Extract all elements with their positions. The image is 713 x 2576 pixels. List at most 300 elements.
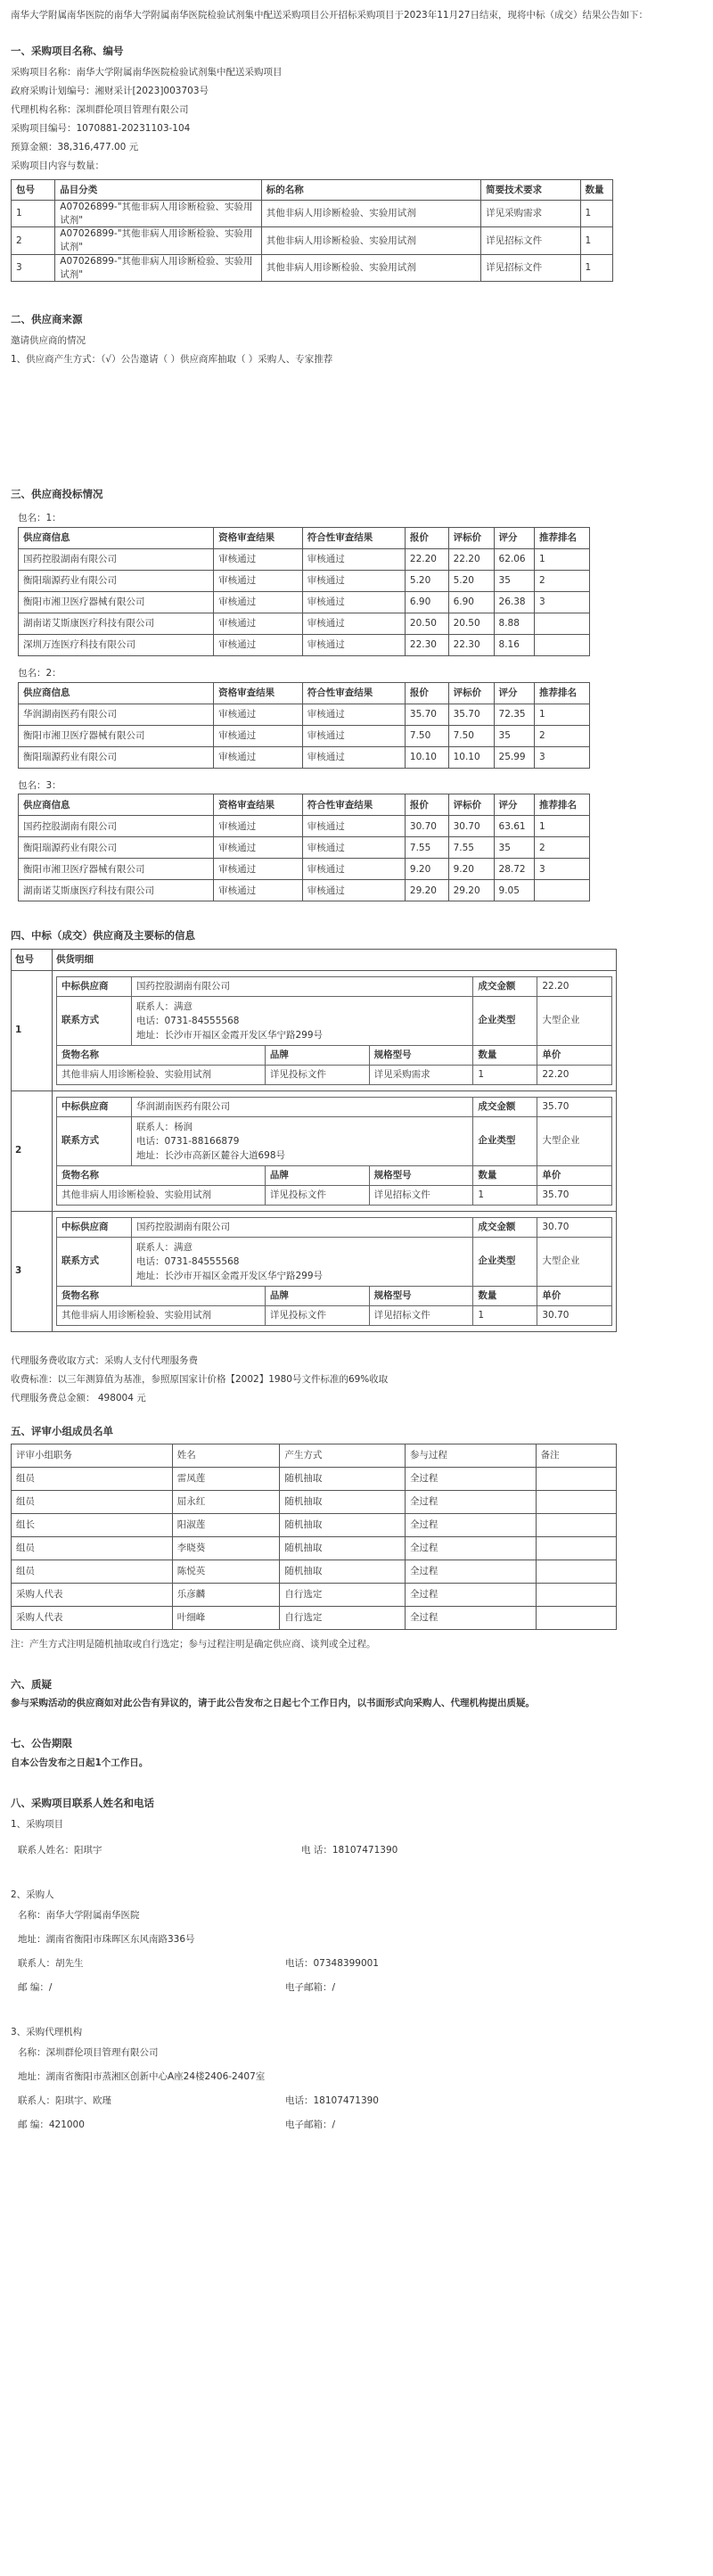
supplier-cell: 29.20 [405, 880, 448, 901]
supplier-cell: 审核通过 [302, 592, 405, 613]
goods-price: 30.70 [537, 1305, 612, 1325]
winner-inner-table [56, 1217, 612, 1326]
supplier-header-cell: 评标价 [448, 682, 494, 704]
purchaser-email: 电子邮箱：/ [285, 1982, 336, 1994]
winner-contact-row [57, 1237, 612, 1286]
goods-qty: 1 [473, 1185, 537, 1205]
goods-row [57, 1305, 612, 1325]
contact-line: 电话：0731-84555568 [136, 1255, 240, 1267]
goods-brand: 详见投标文件 [265, 1065, 369, 1084]
supplier-cell: 审核通过 [302, 746, 405, 768]
project-info-line [11, 63, 702, 82]
supplier-header-cell: 推荐排名 [534, 794, 589, 816]
evaluation-cell: 全过程 [405, 1490, 536, 1513]
supplier-cell: 7.50 [448, 725, 494, 746]
winner-detail-cell [53, 1090, 617, 1211]
contact-line: 联系人：满意 [136, 1000, 193, 1012]
evaluation-header-cell: 参与过程 [405, 1444, 536, 1467]
purchaser-postcode: 邮 编：/ [18, 1982, 53, 1994]
goods-name: 其他非病人用诊断检验、实验用试剂 [57, 1065, 266, 1084]
supplier-header-cell: 资格审查结果 [214, 528, 303, 549]
qty-label: 数量 [473, 1045, 537, 1065]
supplier-cell: 审核通过 [214, 592, 303, 613]
supplier-cell: 审核通过 [214, 704, 303, 725]
section4-heading: 四、中标（成交）供应商及主要标的信息 [11, 929, 195, 942]
supplier-cell: 审核通过 [302, 725, 405, 746]
supplier-table [18, 794, 590, 901]
contact-info [132, 1237, 473, 1286]
table-row [12, 1467, 617, 1490]
supplier-cell: 9.05 [494, 880, 534, 901]
supplier-cell [534, 635, 589, 656]
table-row [19, 571, 590, 592]
winner-package-no: 2 [12, 1090, 53, 1211]
evaluation-cell [536, 1490, 616, 1513]
evaluation-cell: 全过程 [405, 1536, 536, 1560]
spec-label: 规格型号 [369, 1286, 473, 1305]
supplier-cell: 1 [534, 704, 589, 725]
goods-name: 其他非病人用诊断检验、实验用试剂 [57, 1185, 266, 1205]
supplier-cell: 3 [534, 746, 589, 768]
winner-inner-table [56, 1097, 612, 1206]
evaluation-header-cell: 评审小组职务 [12, 1444, 173, 1467]
table-row [19, 746, 590, 768]
supplier-cell: 25.99 [494, 746, 534, 768]
goods-brand: 详见投标文件 [265, 1185, 369, 1205]
supplier-table [18, 682, 590, 769]
supplier-cell: 35.70 [448, 704, 494, 725]
package-label: 包名：2： [18, 668, 61, 679]
project-info-line [11, 101, 702, 119]
project-info-key: 代理机构名称： [11, 104, 77, 116]
supplier-cell: 审核通过 [214, 571, 303, 592]
contact-line: 电话：0731-88166879 [136, 1135, 240, 1147]
supplier-cell: 35 [494, 725, 534, 746]
supplier-header-cell: 评分 [494, 682, 534, 704]
intro-text: 南华大学附属南华医院的南华大学附属南华医院检验试剂集中配送采购项目公开招标采购项目于2023年11月27日结束，现将中标（成交）结果公告如下： [11, 10, 648, 21]
supplier-cell: 20.50 [448, 613, 494, 635]
section1-heading: 一、采购项目名称、编号 [11, 45, 124, 57]
contact-line: 地址：长沙市开福区金霞开发区华宁路299号 [136, 1029, 324, 1041]
table-row [19, 725, 590, 746]
contact-label: 联系方式 [57, 996, 132, 1045]
winner-package-row [12, 1211, 617, 1331]
evaluation-cell: 组长 [12, 1513, 173, 1536]
purchaser-contact: 联系人：胡先生 [18, 1958, 84, 1970]
table-row [19, 859, 590, 880]
winner-contact-row [57, 996, 612, 1045]
supplier-cell: 35.70 [405, 704, 448, 725]
supplier-cell: 22.30 [448, 635, 494, 656]
goods-brand: 详见投标文件 [265, 1305, 369, 1325]
winner-label: 中标供应商 [57, 1097, 132, 1116]
contact-info [132, 996, 473, 1045]
supplier-header-cell: 符合性审查结果 [302, 682, 405, 704]
section2-line-1: 邀请供应商的情况 [11, 335, 86, 347]
items-cell: A07026899-"其他非病人用诊断检验、实验用试剂" [55, 227, 261, 254]
supplier-cell: 2 [534, 725, 589, 746]
agency-phone: 电话：18107471390 [285, 2095, 379, 2107]
supplier-cell: 63.61 [494, 816, 534, 837]
table-row [19, 592, 590, 613]
supplier-cell: 审核通过 [302, 613, 405, 635]
evaluation-cell: 组员 [12, 1536, 173, 1560]
supplier-cell: 35 [494, 571, 534, 592]
agency-contact: 联系人：阳琪宇、欧瑾 [18, 2095, 111, 2107]
supplier-cell: 26.38 [494, 592, 534, 613]
col-package-no: 包号 [12, 949, 53, 970]
type-label: 企业类型 [473, 1116, 537, 1165]
amount-value: 30.70 [537, 1217, 612, 1237]
supplier-cell: 10.10 [405, 746, 448, 768]
items-header-cell: 数量 [580, 180, 612, 201]
project-info-line [11, 138, 702, 157]
price-label: 单价 [537, 1045, 612, 1065]
brand-label: 品牌 [265, 1045, 369, 1065]
supplier-cell: 1 [534, 549, 589, 571]
evaluation-cell: 李晓葵 [172, 1536, 280, 1560]
supplier-cell: 2 [534, 571, 589, 592]
supplier-cell: 29.20 [448, 880, 494, 901]
evaluation-cell: 组员 [12, 1490, 173, 1513]
winner-label: 中标供应商 [57, 976, 132, 996]
col-supply-detail: 供货明细 [53, 949, 617, 970]
evaluation-cell: 随机抽取 [280, 1490, 406, 1513]
supplier-cell: 审核通过 [214, 725, 303, 746]
supplier-cell: 审核通过 [214, 859, 303, 880]
agency-title: 3、采购代理机构 [11, 2027, 83, 2038]
supplier-cell: 30.70 [405, 816, 448, 837]
evaluation-cell [536, 1536, 616, 1560]
items-cell: 1 [580, 201, 612, 227]
supplier-cell: 审核通过 [302, 635, 405, 656]
supplier-header-cell: 推荐排名 [534, 682, 589, 704]
evaluation-cell: 陈悦英 [172, 1560, 280, 1583]
supplier-cell: 审核通过 [302, 859, 405, 880]
table-row [19, 880, 590, 901]
project-info-line [11, 157, 702, 176]
supplier-header-cell: 评标价 [448, 794, 494, 816]
items-cell: 1 [12, 201, 55, 227]
table-row [12, 254, 613, 281]
evaluation-header-cell: 备注 [536, 1444, 616, 1467]
project-info-key: 预算金额： [11, 142, 58, 153]
amount-value: 35.70 [537, 1097, 612, 1116]
contact-label: 联系方式 [57, 1116, 132, 1165]
agency-contact-row [11, 2089, 702, 2113]
table-row [12, 201, 613, 227]
project-info-value: 1070881-20231103-104 [76, 123, 191, 135]
goods-header-row [57, 1286, 612, 1305]
items-cell: 1 [580, 227, 612, 254]
spec-label: 规格型号 [369, 1045, 473, 1065]
supplier-cell: 35 [494, 837, 534, 859]
amount-label: 成交金额 [473, 1217, 537, 1237]
supplier-cell: 湖南诺艾斯康医疗科技有限公司 [19, 613, 214, 635]
goods-spec: 详见招标文件 [369, 1305, 473, 1325]
purchaser-address: 地址：湖南省衡阳市珠晖区东风南路336号 [18, 1934, 195, 1946]
table-row [19, 549, 590, 571]
project-info-key: 采购项目编号： [11, 123, 77, 135]
items-cell: 详见采购需求 [481, 201, 580, 227]
winner-contact-row [57, 1116, 612, 1165]
project-info-value: 南华大学附属南华医院检验试剂集中配送采购项目 [76, 67, 283, 78]
section5-heading: 五、评审小组成员名单 [11, 1424, 113, 1437]
contact-info [132, 1116, 473, 1165]
goods-spec: 详见招标文件 [369, 1185, 473, 1205]
package-label: 包名：3： [18, 779, 61, 791]
project-info-key: 政府采购计划编号： [11, 86, 95, 97]
supplier-cell: 审核通过 [214, 816, 303, 837]
supplier-cell: 8.88 [494, 613, 534, 635]
project-info-key: 采购项目名称： [11, 67, 77, 78]
type-label: 企业类型 [473, 996, 537, 1045]
evaluation-header-cell: 产生方式 [280, 1444, 406, 1467]
table-row [19, 704, 590, 725]
goods-qty: 1 [473, 1305, 537, 1325]
project-info-line [11, 82, 702, 101]
fee-block [11, 1352, 702, 1408]
section7-heading: 七、公告期限 [11, 1737, 72, 1750]
goods-header-row [57, 1045, 612, 1065]
contact-label: 联系方式 [57, 1237, 132, 1286]
winner-package-no: 1 [12, 970, 53, 1090]
supplier-header-row [19, 528, 590, 549]
supplier-cell: 衡阳瑞源药业有限公司 [19, 837, 214, 859]
price-label: 单价 [537, 1286, 612, 1305]
evaluation-header-cell: 姓名 [172, 1444, 280, 1467]
section2-heading: 二、供应商来源 [11, 313, 83, 326]
goods-price: 22.20 [537, 1065, 612, 1084]
supplier-cell: 湖南诺艾斯康医疗科技有限公司 [19, 880, 214, 901]
project-info-value: 湘财采计[2023]003703号 [94, 86, 209, 97]
goods-header-row [57, 1165, 612, 1185]
agency-address: 地址：湖南省衡阳市蒸湘区创新中心A座24楼2406-2407室 [18, 2071, 266, 2083]
contact-line: 地址：长沙市高新区麓谷大道698号 [136, 1149, 286, 1161]
supplier-header-cell: 评分 [494, 528, 534, 549]
agency-postcode: 邮 编：421000 [18, 2119, 85, 2131]
winner-name-row [57, 1097, 612, 1116]
spec-label: 规格型号 [369, 1165, 473, 1185]
evaluation-cell: 全过程 [405, 1467, 536, 1490]
items-table [11, 179, 613, 282]
supplier-cell: 8.16 [494, 635, 534, 656]
evaluation-cell: 全过程 [405, 1606, 536, 1629]
type-value: 大型企业 [537, 1116, 612, 1165]
evaluation-table [11, 1444, 617, 1630]
fee-total: 代理服务费总金额： 498004 元 [11, 1392, 146, 1403]
supplier-cell: 衡阳瑞源药业有限公司 [19, 571, 214, 592]
type-value: 大型企业 [537, 996, 612, 1045]
winner-label: 中标供应商 [57, 1217, 132, 1237]
supplier-cell: 衡阳市湘卫医疗器械有限公司 [19, 725, 214, 746]
supplier-cell: 7.55 [405, 837, 448, 859]
evaluation-cell: 随机抽取 [280, 1560, 406, 1583]
supplier-header-cell: 供应商信息 [19, 682, 214, 704]
items-cell: 其他非病人用诊断检验、实验用试剂 [261, 254, 480, 281]
supplier-cell: 审核通过 [302, 816, 405, 837]
supplier-cell: 审核通过 [214, 635, 303, 656]
purchaser-contact-row [11, 1952, 702, 1976]
supplier-header-row [19, 794, 590, 816]
project-info-key: 采购项目内容与数量： [11, 160, 104, 172]
winner-name: 国药控股湖南有限公司 [132, 1217, 473, 1237]
table-row [19, 837, 590, 859]
supplier-cell: 审核通过 [302, 837, 405, 859]
evaluation-cell: 雷凤莲 [172, 1467, 280, 1490]
package-label: 包名：1： [18, 513, 61, 524]
supplier-cell: 20.50 [405, 613, 448, 635]
table-row [12, 1606, 617, 1629]
goods-label: 货物名称 [57, 1045, 266, 1065]
supplier-header-cell: 推荐排名 [534, 528, 589, 549]
items-header-cell: 品目分类 [55, 180, 261, 201]
supplier-cell: 5.20 [405, 571, 448, 592]
agency-postal-row [11, 2113, 702, 2137]
type-value: 大型企业 [537, 1237, 612, 1286]
contact-line: 联系人：杨润 [136, 1121, 193, 1132]
supplier-cell: 审核通过 [214, 549, 303, 571]
supplier-cell: 7.50 [405, 725, 448, 746]
winner-name-row [57, 1217, 612, 1237]
goods-name: 其他非病人用诊断检验、实验用试剂 [57, 1305, 266, 1325]
amount-label: 成交金额 [473, 1097, 537, 1116]
supplier-cell: 30.70 [448, 816, 494, 837]
supplier-cell: 华润湖南医药有限公司 [19, 704, 214, 725]
winner-detail-cell [53, 1211, 617, 1331]
evaluation-cell: 自行选定 [280, 1583, 406, 1606]
items-header-cell: 包号 [12, 180, 55, 201]
qty-label: 数量 [473, 1165, 537, 1185]
table-row [12, 1490, 617, 1513]
supplier-cell: 6.90 [448, 592, 494, 613]
items-cell: 其他非病人用诊断检验、实验用试剂 [261, 201, 480, 227]
evaluation-cell: 组员 [12, 1467, 173, 1490]
supplier-cell: 衡阳瑞源药业有限公司 [19, 746, 214, 768]
evaluation-cell: 全过程 [405, 1513, 536, 1536]
evaluation-cell [536, 1467, 616, 1490]
evaluation-cell: 随机抽取 [280, 1536, 406, 1560]
supplier-cell: 2 [534, 837, 589, 859]
supplier-cell: 5.20 [448, 571, 494, 592]
evaluation-cell: 采购人代表 [12, 1583, 173, 1606]
table-row [19, 816, 590, 837]
goods-row [57, 1185, 612, 1205]
challenge-text: 参与采购活动的供应商如对此公告有异议的，请于此公告发布之日起七个工作日内，以书面形式向采购人、代理机构提出质疑。 [11, 1697, 535, 1708]
supplier-cell [534, 613, 589, 635]
supplier-header-cell: 供应商信息 [19, 794, 214, 816]
supplier-header-cell: 报价 [405, 682, 448, 704]
supplier-cell: 7.55 [448, 837, 494, 859]
evaluation-cell: 随机抽取 [280, 1467, 406, 1490]
agency-email: 电子邮箱：/ [285, 2119, 336, 2131]
project-info-line [11, 119, 702, 138]
supplier-cell: 审核通过 [302, 549, 405, 571]
supplier-cell: 审核通过 [214, 746, 303, 768]
supplier-cell: 审核通过 [214, 613, 303, 635]
goods-row [57, 1065, 612, 1084]
purchaser-title: 2、采购人 [11, 1889, 54, 1901]
evaluation-cell: 全过程 [405, 1583, 536, 1606]
fee-method: 代理服务费收取方式：采购人支付代理服务费 [11, 1354, 198, 1366]
notice-period-text: 自本公告发布之日起1个工作日。 [11, 1757, 149, 1768]
project-contact-title: 1、采购项目 [11, 1819, 64, 1831]
supplier-cell: 审核通过 [214, 880, 303, 901]
supplier-header-row [19, 682, 590, 704]
supplier-cell: 22.30 [405, 635, 448, 656]
winner-name: 国药控股湖南有限公司 [132, 976, 473, 996]
supplier-header-cell: 资格审查结果 [214, 682, 303, 704]
goods-spec: 详见采购需求 [369, 1065, 473, 1084]
items-cell: 其他非病人用诊断检验、实验用试剂 [261, 227, 480, 254]
brand-label: 品牌 [265, 1286, 369, 1305]
supplier-header-cell: 评标价 [448, 528, 494, 549]
items-cell: 2 [12, 227, 55, 254]
table-row [19, 635, 590, 656]
section6-heading: 六、质疑 [11, 1677, 52, 1691]
winner-package-no: 3 [12, 1211, 53, 1331]
items-cell: 详见招标文件 [481, 227, 580, 254]
contact-line: 联系人：满意 [136, 1241, 193, 1253]
supplier-header-cell: 报价 [405, 528, 448, 549]
winner-package-row [12, 970, 617, 1090]
winner-name: 华润湖南医药有限公司 [132, 1097, 473, 1116]
supplier-cell: 审核通过 [214, 837, 303, 859]
section3-heading: 三、供应商投标情况 [11, 488, 103, 501]
supplier-cell: 1 [534, 816, 589, 837]
supplier-cell: 3 [534, 592, 589, 613]
project-info-value: 38,316,477.00 元 [57, 142, 139, 153]
winner-package-row [12, 1090, 617, 1211]
items-cell: 详见招标文件 [481, 254, 580, 281]
project-info-value: 深圳群伦项目管理有限公司 [76, 104, 189, 116]
amount-label: 成交金额 [473, 976, 537, 996]
winner-table [11, 949, 617, 1332]
evaluation-cell: 乐彦麟 [172, 1583, 280, 1606]
goods-label: 货物名称 [57, 1165, 266, 1185]
table-row [12, 1536, 617, 1560]
goods-label: 货物名称 [57, 1286, 266, 1305]
supplier-header-cell: 评分 [494, 794, 534, 816]
items-cell: 3 [12, 254, 55, 281]
table-row [12, 1513, 617, 1536]
supplier-cell: 9.20 [405, 859, 448, 880]
qty-label: 数量 [473, 1286, 537, 1305]
evaluation-note: 注：产生方式注明是随机抽取或自行选定；参与过程注明是确定供应商、谈判或全过程。 [11, 1638, 376, 1650]
evaluation-cell: 全过程 [405, 1560, 536, 1583]
table-row [12, 1560, 617, 1583]
evaluation-cell: 随机抽取 [280, 1513, 406, 1536]
supplier-cell: 10.10 [448, 746, 494, 768]
items-header-cell: 标的名称 [261, 180, 480, 201]
evaluation-cell: 屈永红 [172, 1490, 280, 1513]
evaluation-cell: 阳淑莲 [172, 1513, 280, 1536]
supplier-cell [534, 880, 589, 901]
evaluation-cell: 采购人代表 [12, 1606, 173, 1629]
goods-price: 35.70 [537, 1185, 612, 1205]
amount-value: 22.20 [537, 976, 612, 996]
project-contact-row [11, 1839, 702, 1863]
supplier-cell: 3 [534, 859, 589, 880]
supplier-cell: 衡阳市湘卫医疗器械有限公司 [19, 859, 214, 880]
contact-line: 地址：长沙市开福区金霞开发区华宁路299号 [136, 1270, 324, 1281]
supplier-cell: 9.20 [448, 859, 494, 880]
items-cell: A07026899-"其他非病人用诊断检验、实验用试剂" [55, 201, 261, 227]
evaluation-cell: 组员 [12, 1560, 173, 1583]
type-label: 企业类型 [473, 1237, 537, 1286]
supplier-cell: 22.20 [448, 549, 494, 571]
supplier-cell: 22.20 [405, 549, 448, 571]
